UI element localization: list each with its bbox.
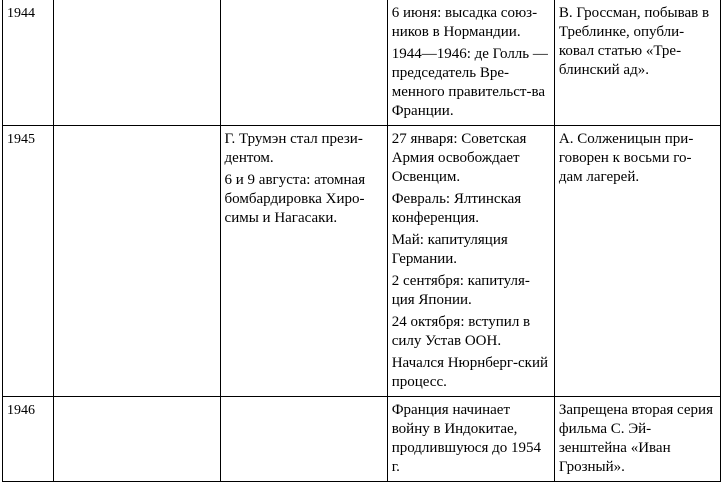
event-entry: Франция начинает войну в Индокитае, продлившуюся до 1954 г.: [391, 402, 541, 475]
year-cell: [3, 126, 54, 397]
event-entry: 6 июня: высадка союз-ников в Нормандии.: [391, 5, 538, 40]
column-d-cell: [554, 126, 720, 397]
column-b-cell: [220, 397, 387, 482]
column-a-cell: [54, 397, 220, 482]
event-entry: Г. Трумэн стал прези-дентом.: [224, 131, 363, 166]
event-entry: В. Гроссман, побывав в Треблинке, опубли-ковал статью «Тре-блинский ад».: [558, 5, 710, 78]
column-c-cell: [387, 0, 554, 126]
table-row: [3, 0, 721, 126]
event-entry: 1944—1946: де Голль — председатель Вре-менного правительст-ва Франции.: [391, 46, 548, 119]
column-d-cell: [554, 397, 720, 482]
chronology-table: [2, 0, 721, 482]
year-label: 1945: [7, 132, 35, 147]
year-label: 1946: [7, 403, 35, 418]
event-entry: А. Солженицын при-говорен к восьми го-дам лагерей.: [558, 131, 694, 185]
year-label: 1944: [7, 6, 35, 21]
event-entry: 6 и 9 августа: атомная бомбардировка Хиро-симы и Нагасаки.: [224, 172, 366, 226]
event-entry: 24 октября: вступил в силу Устав ООН.: [391, 314, 531, 349]
column-c-cell: [387, 397, 554, 482]
column-a-cell: [54, 0, 220, 126]
year-cell: [3, 0, 54, 126]
column-d-cell: [554, 0, 720, 126]
column-c-cell: [387, 126, 554, 397]
event-entry: 27 января: Советская Армия освобождает Освенцим.: [391, 131, 527, 185]
year-cell: [3, 397, 54, 482]
column-b-cell: [220, 0, 387, 126]
event-entry: 2 сентября: капитуля-ция Японии.: [391, 273, 530, 308]
column-b-cell: [220, 126, 387, 397]
table-row: [3, 397, 721, 482]
column-a-cell: [54, 126, 220, 397]
event-entry: Май: капитуляция Германии.: [391, 232, 508, 267]
event-entry: Февраль: Ялтинская конференция.: [391, 191, 522, 226]
event-entry: Начался Нюрнберг-ский процесс.: [391, 355, 549, 390]
event-entry: Запрещена вторая серия фильма С. Эй-зенштейна «Иван Грозный».: [558, 402, 713, 475]
table-row: [3, 126, 721, 397]
